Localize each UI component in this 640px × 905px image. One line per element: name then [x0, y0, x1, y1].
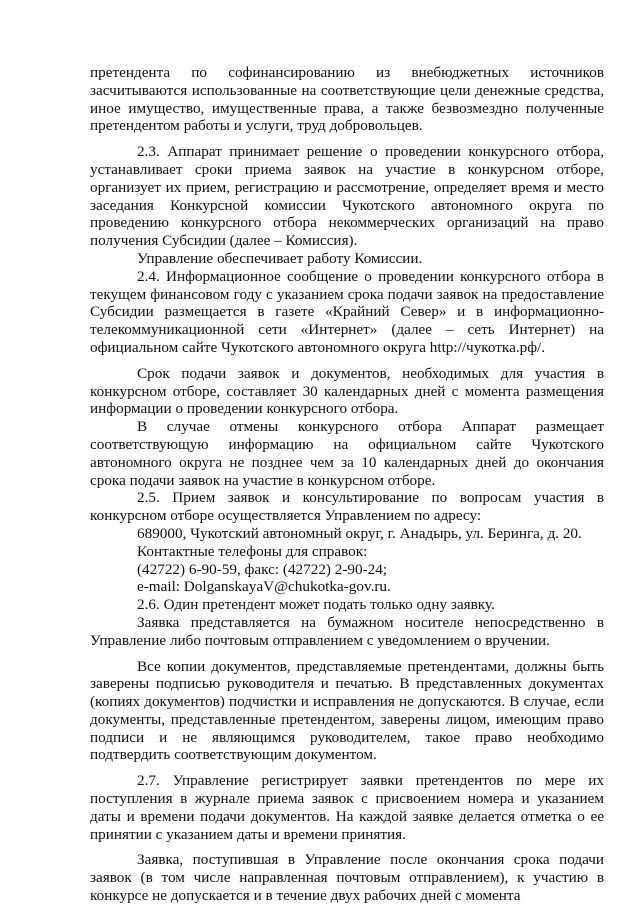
contact-email: e-mail: DolganskayaV@chukotka-gov.ru. — [137, 578, 391, 596]
address-line: 689000, Чукотский автономный округ, г. Анадырь, ул. Беринга, д. 20. — [137, 524, 582, 542]
contact-phones-label: Контактные телефоны для справок: — [137, 542, 368, 560]
contact-phones: (42722) 6-90-59, факс: (42722) 2-90-24; — [137, 560, 388, 578]
paragraph-cancellation: В случае отмены конкурсного отбора Аппарат размещает соответствующую информацию на официальном сайте Чукотского автономного округа не позднее чем за 10 календарных дней до окончания срока подачи заявок на участие в конкурсном отборе. — [90, 418, 604, 489]
paragraph-2-5: 2.5. Прием заявок и консультирование по вопросам участия в конкурсном отборе осуществляется Управлением по адресу: — [90, 489, 604, 525]
paragraph-2-4: 2.4. Информационное сообщение о проведении конкурсного отбора в текущем финансовом году с указанием срока подачи заявок на предоставление Субсидии размещается в газете «Крайний Север» и в информационно-телекоммуникационной сети «Интернет» (далее – сеть Интернет) на официальном сайте Чукотского автономного округа http://чукотка.рф/. — [90, 267, 604, 356]
paragraph-subsidy-cofinancing: претендента по софинансированию из внебюджетных источников засчитываются использованные на соответствующие цели денежные средства, иное имущество, имущественные права, а также безвозмездно полученные претендентом работы и услуги, труд добровольцев. — [90, 64, 604, 135]
paragraph-deadline: Срок подачи заявок и документов, необходимых для участия в конкурсном отборе, составляет 30 календарных дней с момента размещения информации о проведении конкурсного отбора. — [90, 364, 604, 418]
document-page — [90, 64, 604, 905]
paragraph-application-delivery: Заявка представляется на бумажном носителе непосредственно в Управление либо почтовым отправлением с уведомлением о вручении. — [90, 613, 604, 649]
paragraph-2-7: 2.7. Управление регистрирует заявки претендентов по мере их поступления в журнале приема заявок с присвоением номера и указанием даты и времени подачи документов. На каждой заявке делается отметка о ее принятии с указанием даты и времени принятия. — [90, 772, 604, 843]
paragraph-commission-work: Управление обеспечивает работу Комиссии. — [137, 249, 423, 267]
paragraph-document-copies: Все копии документов, представляемые претендентами, должны быть заверены подписью руководителя и печатью. В представленных документах (копиях документов) подчистки и исправления не допускаются. В случае, если документы, представленные претендентом, заверены лицом, имеющим право подписи и не являющимся руководителем, такое право необходимо подтвердить соответствующим документом. — [90, 657, 604, 764]
paragraph-late-application: Заявка, поступившая в Управление после окончания срока подачи заявок (в том числе направленная почтовым отправлением), к участию в конкурсе не допускается и в течение двух рабочих дней с момента — [90, 851, 604, 905]
paragraph-2-3: 2.3. Аппарат принимает решение о проведении конкурсного отбора, устанавливает сроки приема заявок на участие в конкурсном отборе, организует их прием, регистрацию и рассмотрение, определяет время и место заседания Конкурсной комиссии Чукотского автономного округа по проведению конкурсного отбора некоммерческих организаций на право получения Субсидии (далее – Комиссия). — [90, 143, 604, 250]
paragraph-2-6: 2.6. Один претендент может подать только одну заявку. — [137, 596, 495, 614]
